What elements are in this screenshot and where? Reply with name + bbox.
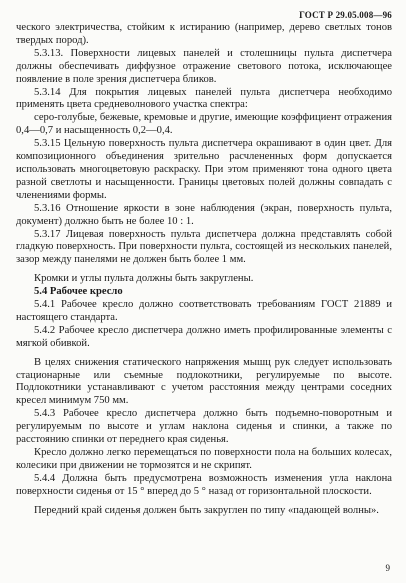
paragraph-5-4-1: 5.4.1 Рабочее кресло должно соответствовать требованиям ГОСТ 21889 и настоящего стандарта.	[16, 299, 392, 323]
paragraph-5-3-13: 5.3.13. Поверхности лицевых панелей и столешницы пульта диспетчера должны обеспечивать диффузное отражение светового потока, исключающее появление в поле зрения диспетчера бликов.	[16, 47, 392, 85]
page-number: 9	[385, 563, 390, 573]
paragraph-wheels: Кресло должно легко перемещаться по поверхности пола на больших колесах, колесики при движении не тормозятся и не скрипят.	[16, 447, 392, 471]
paragraph-seat-edge: Передний край сиденья должен быть закруглен по типу «падающей волны».	[34, 504, 379, 516]
document-header: ГОСТ Р 29.05.008—96	[299, 10, 392, 20]
paragraph-5-4-3: 5.4.3 Рабочее кресло диспетчера должно быть подъемно-поворотным и регулируемым по высоте и углам наклона сиденья и спинки, а также по расстоянию спинки от переднего края сиденья.	[16, 408, 392, 446]
paragraph-5-3-14: 5.3.14 Для покрытия лицевых панелей пульта диспетчера необходимо применять цвета средневолнового участка спектра:	[16, 86, 392, 111]
paragraph-continuation: ческого электричества, стойким к истиранию (например, дерево светлых тонов твердых пород).	[16, 22, 392, 46]
paragraph-5-4-4: 5.4.4 Должна быть предусмотрена возможность изменения угла наклона поверхности сиденья от 15 ° вперед до 5 ° назад от горизонтальной плоскости.	[16, 472, 392, 497]
paragraph-5-3-16: 5.3.16 Отношение яркости в зоне наблюдения (экран, поверхность пульта, документ) должно быть не более 10 : 1.	[16, 202, 392, 227]
paragraph-edges: Кромки и углы пульта должны быть закруглены.	[34, 273, 254, 285]
paragraph-armrests: В целях снижения статического напряжения мышц рук следует использовать стационарные или съемные подлокотники, регулируемые по высоте. Подлокотники устанавливают с учетом расстояния между центрами соседних кресел минимум 750 мм.	[16, 356, 392, 407]
paragraph-5-3-15: 5.3.15 Цельную поверхность пульта диспетчера окрашивают в один цвет. Для композиционного объединения зрительно расчлененных форм допускается использовать многоцветовую раскраску. При этом применяют тона одного цвета разной светлоты и насыщенности. Границы цветовых полей должны совпадать с членениями формы.	[16, 138, 392, 201]
document-body	[16, 22, 392, 518]
section-heading-5-4: 5.4 Рабочее кресло	[34, 286, 123, 298]
paragraph-5-4-2: 5.4.2 Рабочее кресло диспетчера должно иметь профилированные элементы с мягкой обивкой.	[16, 324, 392, 349]
paragraph-5-3-17: 5.3.17 Лицевая поверхность пульта диспетчера должна представлять собой гладкую поверхность. При поверхности пульта, состоящей из нескольких панелей, зазор между панелями не должен быть более 1 мм.	[16, 228, 392, 266]
paragraph-colors: серо-голубые, бежевые, кремовые и другие, имеющие коэффициент отражения 0,4—0,7 и насыщенность 0,2—0,4.	[16, 112, 392, 137]
